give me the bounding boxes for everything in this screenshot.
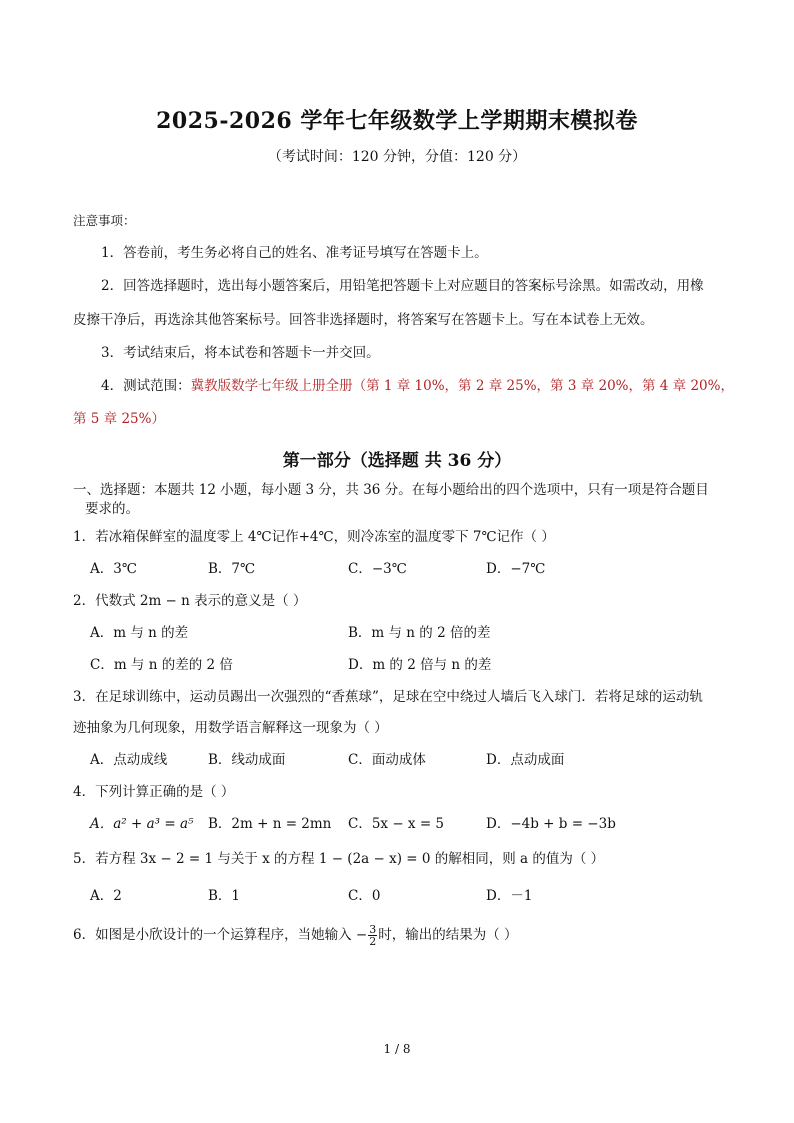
question-2-option-b: B．m 与 n 的 2 倍的差 xyxy=(348,625,491,641)
page-number: 1 / 8 xyxy=(383,1042,411,1056)
note-item-4-line-2: 第 5 章 25%） xyxy=(73,411,165,427)
exam-title: 2025-2026 学年七年级数学上学期期末模拟卷 xyxy=(156,108,638,134)
question-5-option-c: C．0 xyxy=(348,888,381,904)
question-3-option-a: A．点动成线 xyxy=(90,752,168,768)
part-1-intro-line-1: 一、选择题：本题共 12 小题，每小题 3 分，共 36 分。在每小题给出的四个选项中，只有一项是符合题目 xyxy=(73,482,709,498)
question-3-option-c: C．面动成体 xyxy=(348,752,426,768)
note-item-4-scope: 冀教版数学七年级上册全册（第 1 章 10%，第 2 章 25%，第 3 章 20%，第 4 章 20%， xyxy=(190,378,734,394)
exam-subtitle: （考试时间：120 分钟，分值：120 分） xyxy=(267,149,527,165)
part-1-intro-line-2: 要求的。 xyxy=(85,501,139,517)
part-1-title: 第一部分（选择题 共 36 分） xyxy=(282,451,512,471)
note-item-4-prefix: 4．测试范围： xyxy=(101,378,191,394)
question-6-stem-prefix: 6．如图是小欣设计的一个运算程序，当她输入 − xyxy=(73,927,368,943)
note-item-2-line-1: 2．回答选择题时，选出每小题答案后，用铅笔把答题卡上对应题目的答案标号涂黑。如需改动，用橡 xyxy=(101,278,704,294)
question-3-stem-line-1: 3．在足球训练中，运动员踢出一次强烈的“香蕉球”，足球在空中绕过人墙后飞入球门．若将足球的运动轨 xyxy=(73,689,703,705)
question-6-fraction-numerator: 3 xyxy=(369,923,377,936)
question-4-option-a: A．a² + a³ = a⁵ xyxy=(90,816,194,832)
question-2-option-d: D．m 的 2 倍与 n 的差 xyxy=(348,657,492,673)
question-2-option-a: A．m 与 n 的差 xyxy=(90,625,189,641)
question-3-option-b: B．线动成面 xyxy=(208,752,286,768)
question-5-option-b: B．1 xyxy=(208,888,241,904)
note-item-2-line-2: 皮擦干净后，再选涂其他答案标号。回答非选择题时，将答案写在答题卡上。写在本试卷上无效。 xyxy=(73,312,654,328)
question-3-stem-line-2: 迹抽象为几何现象，用数学语言解释这一现象为（ ） xyxy=(73,720,388,736)
note-item-1: 1．答卷前，考生务必将自己的姓名、准考证号填写在答题卡上。 xyxy=(101,245,488,261)
question-1-option-a: A．3℃ xyxy=(90,561,137,577)
question-6-stem-suffix: 时，输出的结果为（ ） xyxy=(378,927,518,943)
question-1-stem: 1．若冰箱保鲜室的温度零上 4℃记作+4℃，则冷冻室的温度零下 7℃记作（ ） xyxy=(73,529,555,545)
question-4-stem: 4．下列计算正确的是（ ） xyxy=(73,784,235,800)
question-4-option-c: C．5x − x = 5 xyxy=(348,816,445,832)
notes-heading: 注意事项： xyxy=(73,213,136,228)
note-item-3: 3．考试结束后，将本试卷和答题卡一并交回。 xyxy=(101,345,380,361)
question-4-option-b: B．2m + n = 2mn xyxy=(208,816,332,832)
question-2-stem: 2．代数式 2m − n 表示的意义是（ ） xyxy=(73,593,307,609)
question-5-option-d: D．－1 xyxy=(486,888,533,904)
question-6-stem xyxy=(73,922,723,948)
question-3-option-d: D．点动成面 xyxy=(486,752,565,768)
question-5-stem: 5．若方程 3x − 2 = 1 与关于 x 的方程 1 − (2a − x) = 0 的解相同，则 a 的值为（ ） xyxy=(73,851,605,867)
question-2-option-c: C．m 与 n 的差的 2 倍 xyxy=(90,657,233,673)
question-5-option-a: A．2 xyxy=(90,888,122,904)
question-6-fraction xyxy=(368,924,377,947)
question-1-option-c: C．−3℃ xyxy=(348,561,407,577)
question-1-option-b: B．7℃ xyxy=(208,561,256,577)
question-4-option-d: D．−4b + b = −3b xyxy=(486,816,616,832)
question-6-fraction-denominator: 2 xyxy=(369,935,377,948)
question-1-option-d: D．−7℃ xyxy=(486,561,546,577)
note-item-4-line-1 xyxy=(101,377,734,395)
